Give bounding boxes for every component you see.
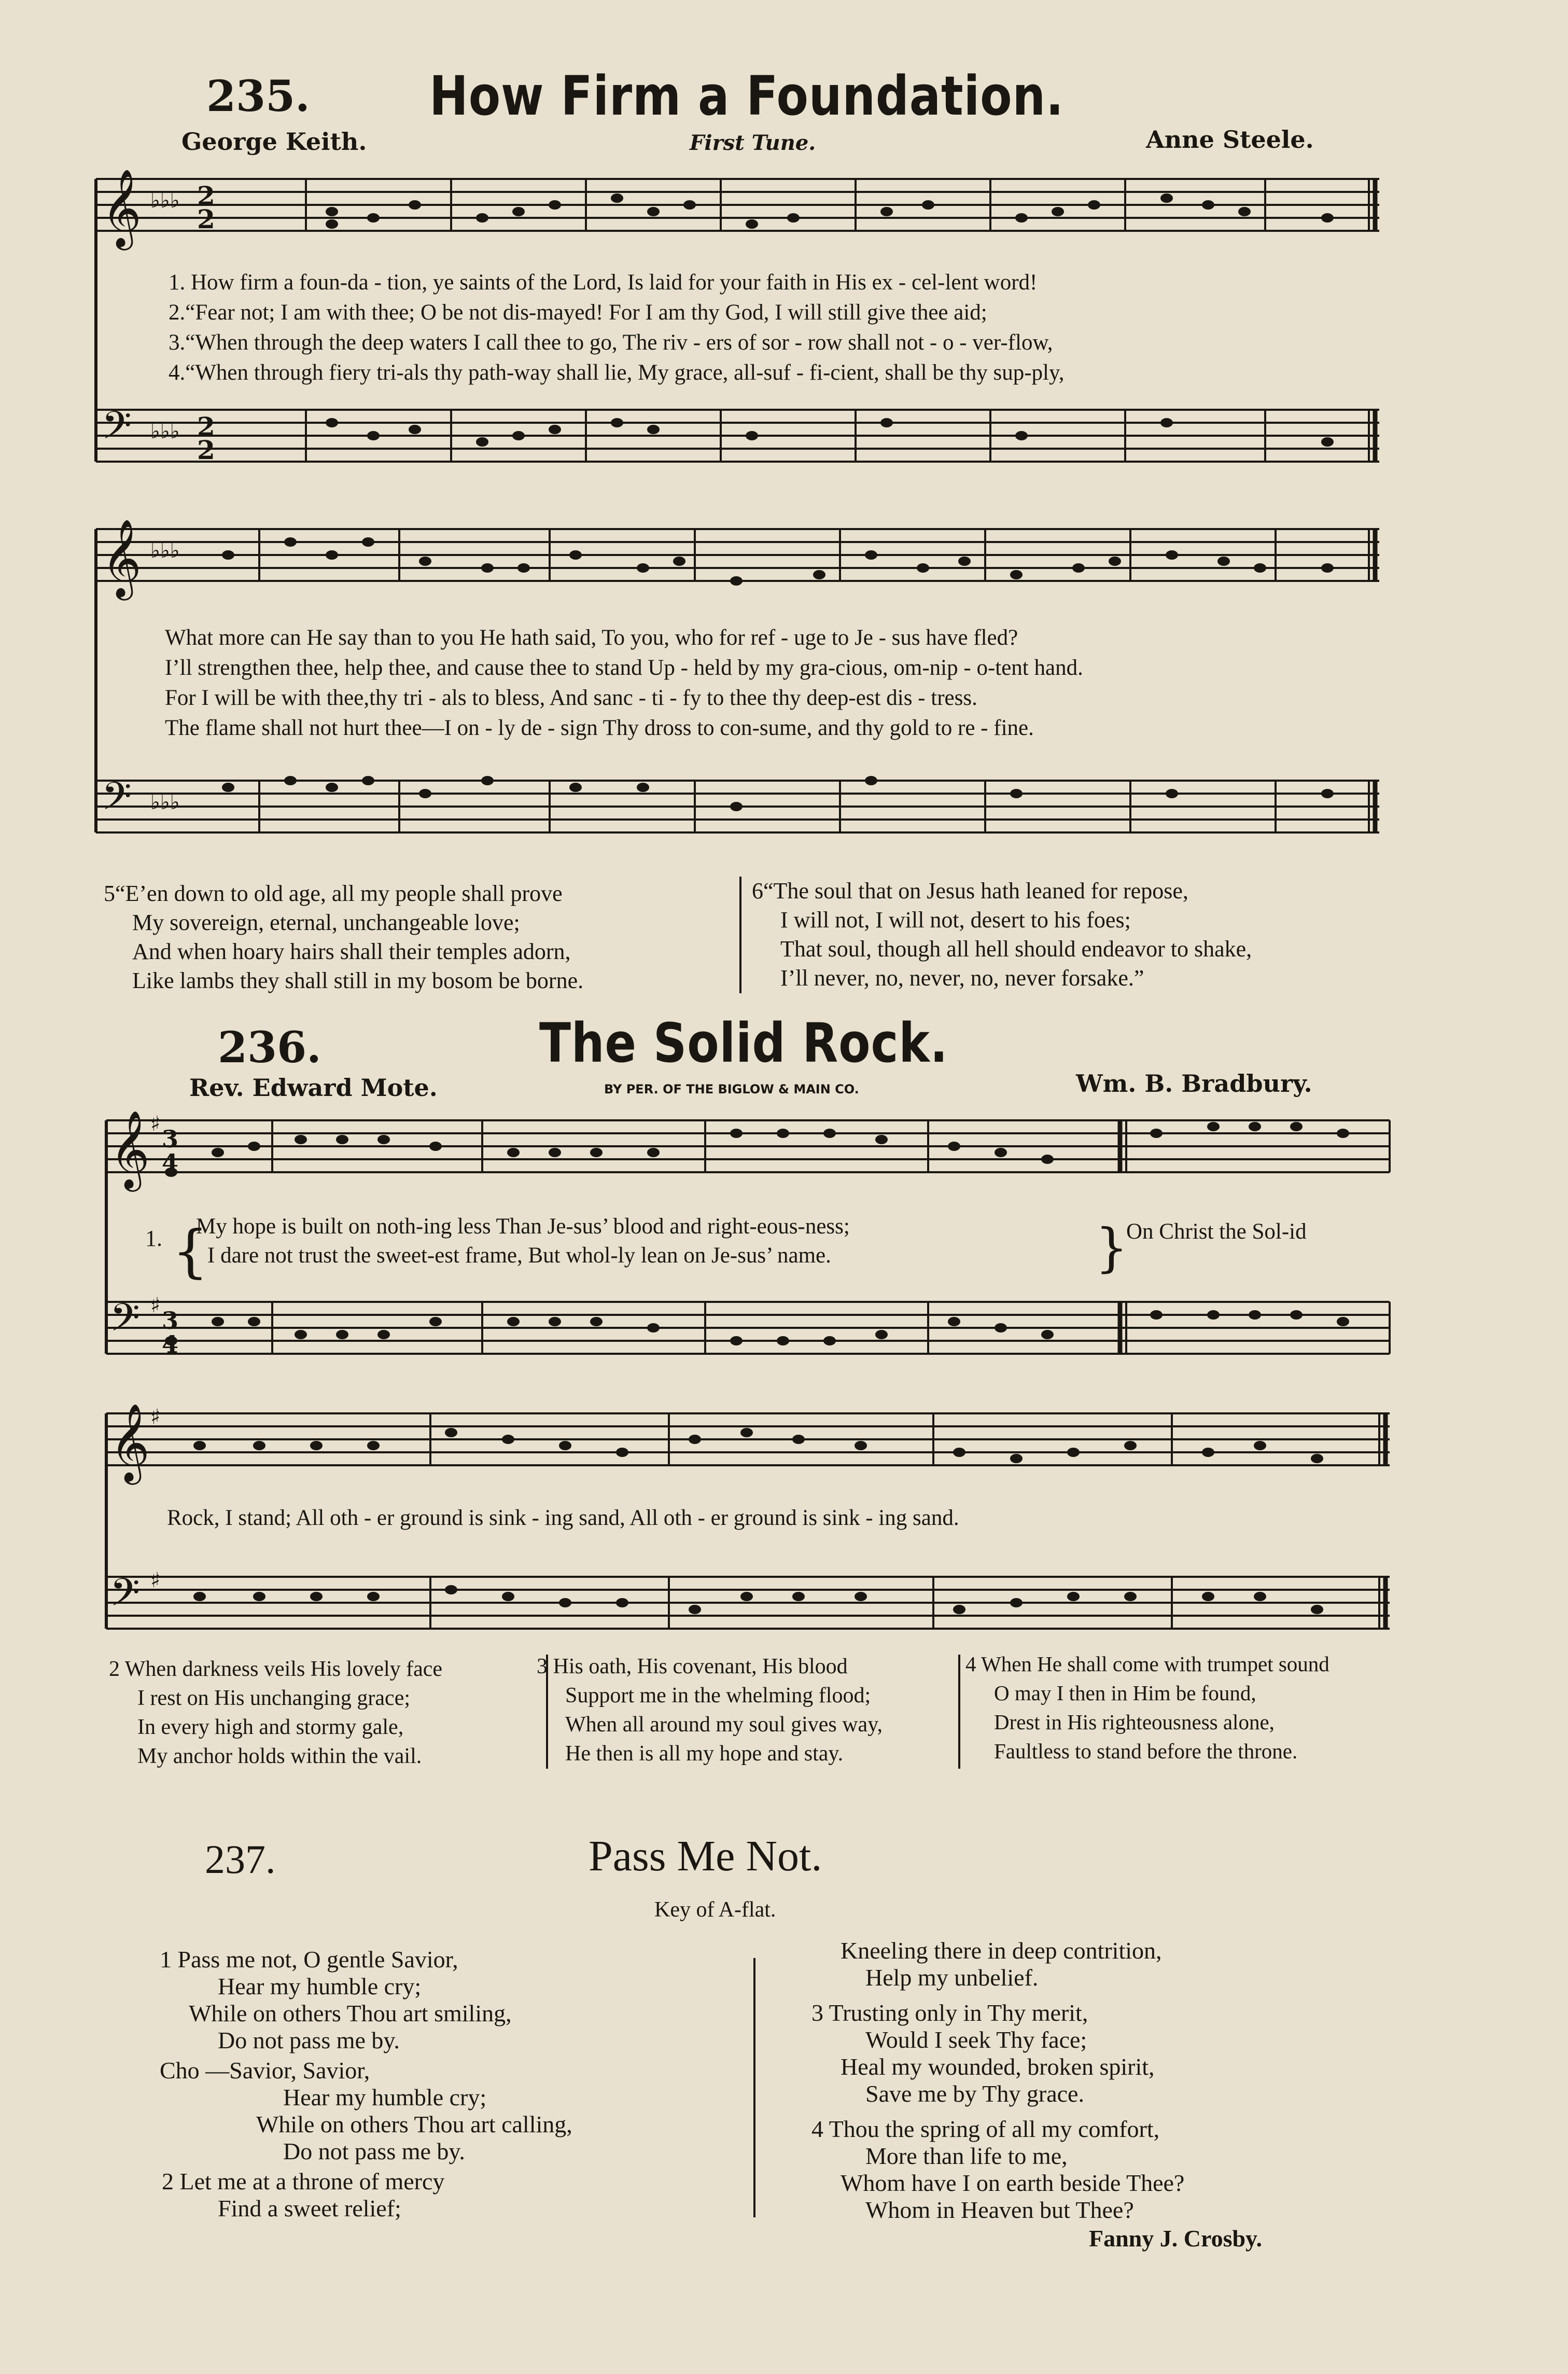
verse-line: I rest on His unchanging grace;	[137, 1686, 411, 1710]
verse-line: Heal my wounded, broken spirit,	[841, 2053, 1155, 2080]
verse-line: 3 Trusting only in Thy merit,	[811, 2000, 1088, 2026]
time-signature-icon: 3	[162, 1125, 179, 1153]
verse-line: When all around my soul gives way,	[565, 1713, 883, 1737]
verse-line: I’ll never, no, never, no, never forsake.”	[780, 965, 1144, 991]
bass-clef-icon: 𝄢	[102, 774, 132, 828]
verse-line: Hear my humble cry;	[218, 1973, 422, 2000]
hymn-235-lyric-1-4: 4.“When through fiery tri-als thy path-way shall lie, My grace, all-suf - fi-cient, shall be thy sup-ply,	[169, 360, 1065, 385]
hymn-236-lyric-1a: My hope is built on noth-ing less Than Je-sus’ blood and right-eous-ness;	[196, 1214, 850, 1239]
verse-line: Hear my humble cry;	[283, 2084, 487, 2111]
verse-line: Save me by Thy grace.	[865, 2080, 1084, 2107]
hymn-235-lyric-1-2: 2.“Fear not; I am with thee; O be not dis-mayed! For I am thy God, I will still give thee aid;	[169, 300, 987, 325]
hymn-235-lyric-2-3: For I will be with thee,thy tri - als to bless, And sanc - ti - fy to thee thy deep-est dis - tress.	[165, 686, 977, 710]
verse-line: More than life to me,	[865, 2143, 1068, 2169]
chorus-line: Cho —Savior, Savior,	[160, 2057, 370, 2084]
verse-line: Kneeling there in deep contrition,	[841, 1937, 1162, 1964]
hymn-236-lyric-1b: I dare not trust the sweet-est frame, But whol-ly lean on Je-sus’ name.	[207, 1243, 831, 1268]
treble-clef-icon: 𝄞	[110, 1403, 150, 1481]
verse-line: That soul, though all hell should endeavor to shake,	[780, 936, 1252, 962]
hymn-236-verse-number: 1.	[145, 1226, 162, 1251]
verse-line: O may I then in Him be found,	[994, 1681, 1256, 1705]
verse-line: Support me in the whelming flood;	[565, 1684, 871, 1707]
hymn-236-title: The Solid Rock.	[539, 1011, 948, 1075]
verse-line: My sovereign, eternal, unchangeable love;	[132, 910, 520, 935]
hymn-236-system-2-treble	[106, 1413, 1390, 1465]
verse-line: 4 Thou the spring of all my comfort,	[811, 2116, 1160, 2142]
verse-line: Help my unbelief.	[865, 1964, 1039, 1991]
time-signature-icon: 4	[162, 1330, 179, 1358]
hymn-236-system-1-treble	[106, 1120, 1390, 1172]
hymn-236-author: Rev. Edward Mote.	[189, 1074, 438, 1102]
flat-signs-icon: ♭♭♭	[150, 188, 180, 213]
hymn-236-system-1-bass	[106, 1302, 1390, 1354]
brace-left-icon: {	[172, 1218, 208, 1284]
verse-line: 4 When He shall come with trumpet sound	[965, 1652, 1329, 1676]
time-signature-icon: 2	[197, 435, 215, 465]
flat-signs-icon: ♭♭♭	[150, 538, 180, 563]
brace-right-icon: }	[1095, 1217, 1128, 1278]
verse-line: 3 His oath, His covenant, His blood	[537, 1655, 848, 1678]
hymn-236-system-2-bass	[106, 1577, 1390, 1629]
verse-line: In every high and stormy gale,	[137, 1715, 404, 1739]
sharp-sign-icon: ♯	[150, 1293, 161, 1317]
treble-clef-icon: 𝄞	[102, 168, 142, 247]
time-signature-icon: 4	[162, 1149, 179, 1177]
verse-line: Whom have I on earth beside Thee?	[841, 2170, 1185, 2196]
hymn-235-composer: George Keith.	[181, 128, 367, 156]
verse-line: My anchor holds within the vail.	[137, 1744, 422, 1768]
hymn-237-left-column	[160, 1946, 572, 2222]
verse-line: I will not, I will not, desert to his foes;	[780, 907, 1131, 933]
hymn-235-number: 235.	[206, 72, 310, 121]
verse-line: Do not pass me by.	[218, 2027, 400, 2053]
verse-line: Do not pass me by.	[283, 2138, 465, 2164]
flat-signs-icon: ♭♭♭	[150, 419, 180, 443]
verse-line: And when hoary hairs shall their temples adorn,	[132, 939, 571, 964]
hymn-237-number: 237.	[205, 1837, 276, 1882]
verse-line: While on others Thou art calling,	[256, 2111, 572, 2137]
bass-clef-icon: 𝄢	[102, 403, 132, 457]
sharp-sign-icon: ♯	[150, 1112, 161, 1136]
time-signature-icon: 3	[162, 1307, 179, 1335]
time-signature-icon: 2	[197, 204, 215, 234]
hymn-237-author: Fanny J. Crosby.	[1089, 2225, 1263, 2252]
hymn-237-title: Pass Me Not.	[589, 1832, 822, 1880]
hymn-237-key: Key of A-flat.	[654, 1898, 776, 1922]
hymn-236-permission: BY PER. OF THE BIGLOW & MAIN CO.	[604, 1082, 859, 1096]
hymn-235-lyric-2-4: The flame shall not hurt thee—I on - ly de - sign Thy dross to con-sume, and thy gold to re - fine.	[165, 716, 1034, 740]
hymn-235-lyric-1-1: 1. How firm a foun-da - tion, ye saints of the Lord, Is laid for your faith in His ex - cel-lent word!	[169, 270, 1038, 295]
treble-clef-icon: 𝄞	[102, 518, 142, 597]
flat-signs-icon: ♭♭♭	[150, 790, 180, 814]
hymn-235-lyric-2-2: I’ll strengthen thee, help thee, and cause thee to stand Up - held by my gra-cious, om-nip - o-tent hand.	[165, 656, 1083, 680]
hymn-236-lyric-1-end: On Christ the Sol-id	[1126, 1219, 1307, 1244]
hymn-235-author: Anne Steele.	[1146, 126, 1314, 154]
verse-line: Find a sweet relief;	[218, 2195, 401, 2222]
hymn-235-lyric-2-1: What more can He say than to you He hath said, To you, who for ref - uge to Je - sus have fled?	[165, 626, 1018, 650]
hymn-235-tune-note: First Tune.	[690, 131, 816, 155]
verse-line: Like lambs they shall still in my bosom be borne.	[132, 968, 584, 993]
time-signature-icon: 2	[197, 411, 215, 442]
verse-line: 2 Let me at a throne of mercy	[162, 2168, 445, 2195]
bass-clef-icon: 𝄢	[110, 1570, 140, 1625]
hymn-236-composer: Wm. B. Bradbury.	[1076, 1070, 1312, 1098]
treble-clef-icon: 𝄞	[110, 1109, 150, 1188]
verse-line: 2 When darkness veils His lovely face	[109, 1657, 443, 1681]
verse-line: Drest in His righteousness alone,	[994, 1710, 1275, 1734]
bass-clef-icon: 𝄢	[110, 1295, 140, 1350]
verse-line: 5“E’en down to old age, all my people shall prove	[104, 881, 563, 906]
hymn-237-right-column	[811, 1937, 1184, 2224]
sharp-sign-icon: ♯	[150, 1568, 161, 1592]
time-signature-icon: 2	[197, 181, 215, 211]
hymn-235-lyric-1-3: 3.“When through the deep waters I call thee to go, The riv - ers of sor - row shall not - o - ver-flow,	[169, 330, 1053, 355]
hymn-235-title: How Firm a Foundation.	[429, 64, 1064, 128]
hymn-236-number: 236.	[218, 1023, 321, 1073]
verse-line: He then is all my hope and stay.	[565, 1742, 844, 1766]
verse-line: 6“The soul that on Jesus hath leaned for repose,	[752, 878, 1188, 904]
hymn-236-verse-3	[537, 1652, 883, 1768]
hymn-236-verse-2	[109, 1655, 442, 1771]
verse-line: Faultless to stand before the throne.	[994, 1739, 1298, 1763]
verse-line: 1 Pass me not, O gentle Savior,	[160, 1946, 458, 1973]
hymn-236-lyric-2: Rock, I stand; All oth - er ground is sink - ing sand, All oth - er ground is sink - ing sand.	[167, 1506, 959, 1530]
sharp-sign-icon: ♯	[150, 1405, 161, 1429]
verse-line: Whom in Heaven but Thee?	[865, 2197, 1134, 2223]
hymn-236-verse-4	[965, 1649, 1329, 1766]
verse-line: Would I seek Thy face;	[865, 2026, 1087, 2053]
verse-line: While on others Thou art smiling,	[189, 2000, 512, 2026]
